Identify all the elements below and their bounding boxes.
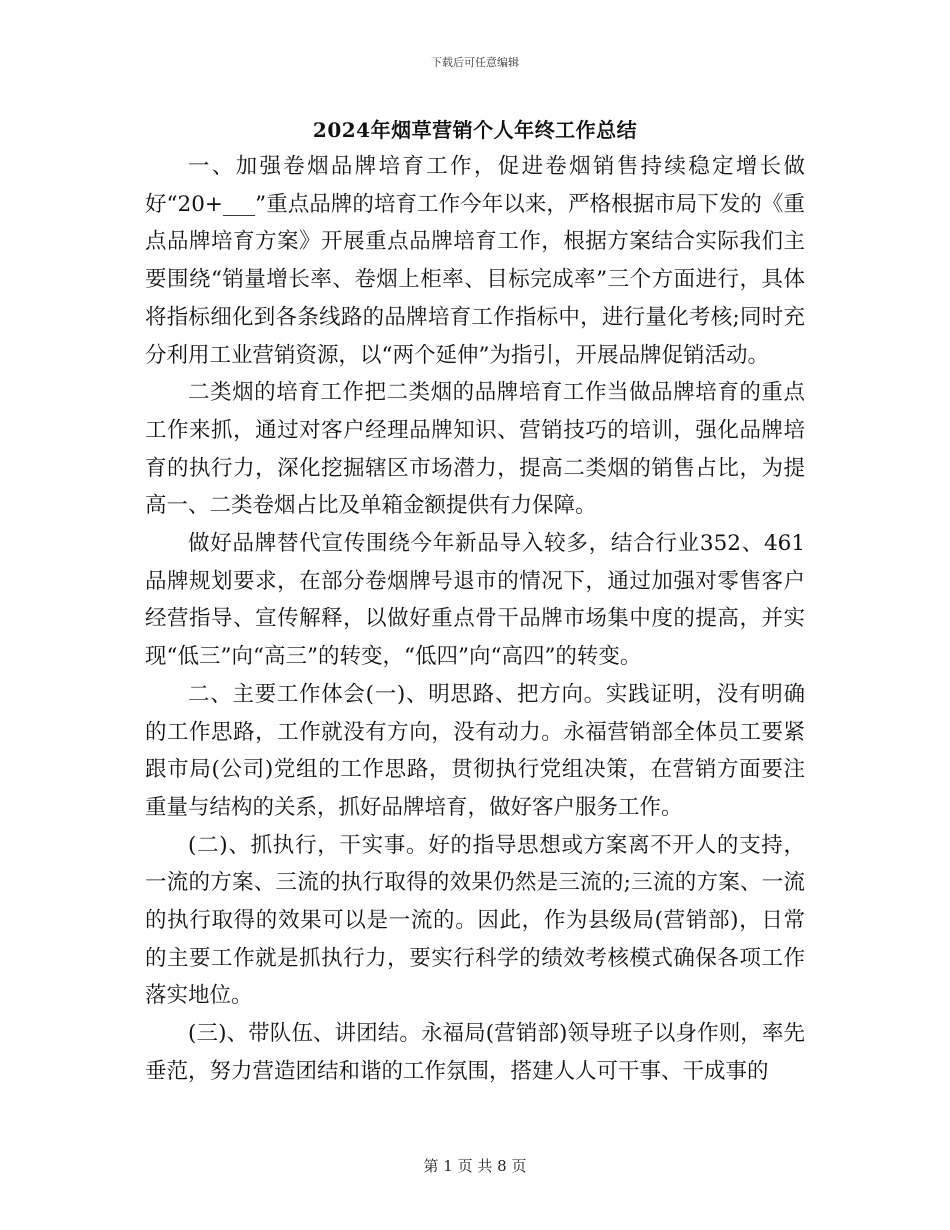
document-body	[145, 148, 805, 1091]
paragraph-4: 二、主要工作体会(一)、明思路、把方向。实践证明，没有明确的工作思路，工作就没有方向，没有动力。永福营销部全体员工要紧跟市局(公司)党组的工作思路，贯彻执行党组决策，在营销方面要注重量与结构的关系，抓好品牌培育，做好客户服务工作。	[145, 681, 805, 820]
paragraph-2: 二类烟的培育工作把二类烟的品牌培育工作当做品牌培育的重点工作来抓，通过对客户经理品牌知识、营销技巧的培训，强化品牌培育的执行力，深化挖掘辖区市场潜力，提高二类烟的销售占比，为提高一、二类卷烟占比及单箱金额提供有力保障。	[145, 380, 805, 519]
paragraph-1: 一、加强卷烟品牌培育工作，促进卷烟销售持续稳定增长做好“20+___”重点品牌的培育工作今年以来，严格根据市局下发的《重点品牌培育方案》开展重点品牌培育工作，根据方案结合实际我们主要围绕“销量增长率、卷烟上柜率、目标完成率”三个方面进行，具体将指标细化到各条线路的品牌培育工作指标中，进行量化考核;同时充分利用工业营销资源，以“两个延伸”为指引，开展品牌促销活动。	[145, 154, 805, 368]
paragraph-6: (三)、带队伍、讲团结。永福局(营销部)领导班子以身作则，率先垂范，努力营造团结和谐的工作氛围，搭建人人可干事、干成事的	[145, 1021, 805, 1084]
paragraph-3: 做好品牌替代宣传围绕今年新品导入较多，结合行业352、461品牌规划要求，在部分卷烟牌号退市的情况下，通过加强对零售客户经营指导、宣传解释，以做好重点骨干品牌市场集中度的提高，并实现“低三”向“高三”的转变，“低四”向“高四”的转变。	[145, 531, 805, 670]
document-title: 2024年烟草营销个人年终工作总结	[312, 118, 638, 142]
page-header: 下载后可任意编辑	[431, 56, 519, 69]
paragraph-5: (二)、抓执行，干实事。好的指导思想或方案离不开人的支持，一流的方案、三流的执行取得的效果仍然是三流的;三流的方案、一流的执行取得的效果可以是一流的。因此，作为县级局(营销部)，日常的主要工作就是抓执行力，要实行科学的绩效考核模式确保各项工作落实地位。	[145, 832, 805, 1009]
page-footer: 第 1 页 共 8 页	[423, 1157, 527, 1175]
